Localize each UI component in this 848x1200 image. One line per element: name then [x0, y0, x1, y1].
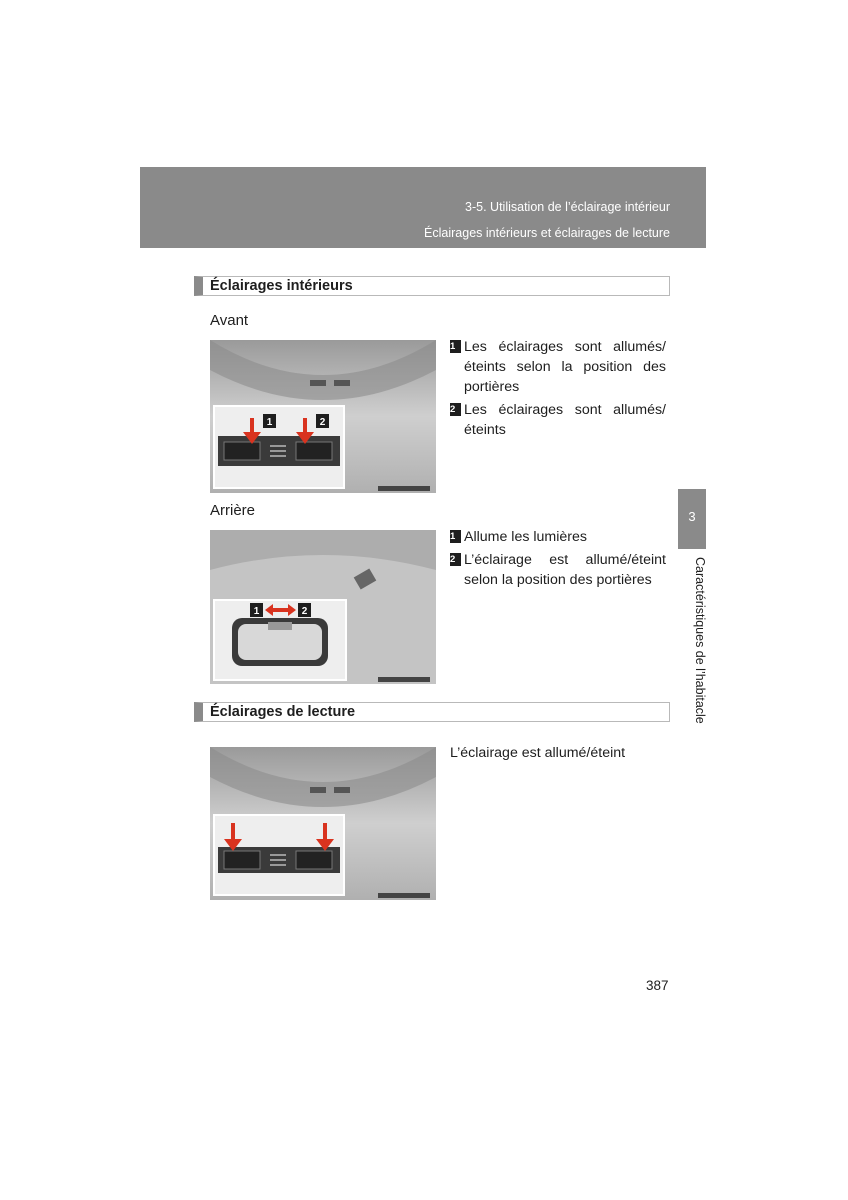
chapter-header: [140, 167, 706, 248]
step-badge: 1: [450, 530, 461, 543]
subheading-rear: Arrière: [210, 502, 256, 519]
photo-badge-2: 2: [301, 606, 308, 617]
subheading-front: Avant: [210, 312, 249, 329]
reading-description: L’éclairage est allumé/éteint: [450, 745, 626, 761]
section-title-reading: Éclairages de lecture: [210, 704, 356, 720]
item-text: Les éclairages sont allumés/ éteints: [464, 402, 666, 438]
photo-badge-1: 1: [253, 606, 260, 617]
list-item: [450, 527, 666, 547]
section-heading-reading: [194, 702, 670, 722]
chapter-subtitle: 3-5. Utilisation de l’éclairage intérieur: [465, 200, 670, 214]
list-item: [450, 550, 666, 590]
item-text: L’éclairage est allumé/éteint selon la position des portières: [464, 552, 666, 588]
step-badge: 1: [450, 340, 461, 353]
reading-lights-photo: [210, 747, 436, 900]
front-description: [450, 337, 666, 443]
front-lights-photo: [210, 340, 436, 493]
chapter-tab: 3: [678, 489, 706, 549]
photo-badge-1: 1: [266, 417, 273, 428]
step-badge: 2: [450, 553, 461, 566]
section-title-interior: Éclairages intérieurs: [210, 278, 353, 294]
rear-lights-photo: [210, 530, 436, 684]
item-text: Allume les lumières: [464, 529, 587, 545]
section-subtitle: Éclairages intérieurs et éclairages de lecture: [424, 226, 670, 240]
rear-description: [450, 527, 666, 593]
photo-badge-2: 2: [319, 417, 326, 428]
page-number: 387: [646, 978, 669, 993]
section-heading-interior: [194, 276, 670, 296]
list-item: [450, 400, 666, 440]
item-text: Les éclairages sont allumés/ éteints selon la position des portières: [464, 339, 666, 395]
step-badge: 2: [450, 403, 461, 416]
chapter-tab-label: Caractéristiques de l’habitacle: [693, 557, 707, 724]
list-item: [450, 337, 666, 397]
